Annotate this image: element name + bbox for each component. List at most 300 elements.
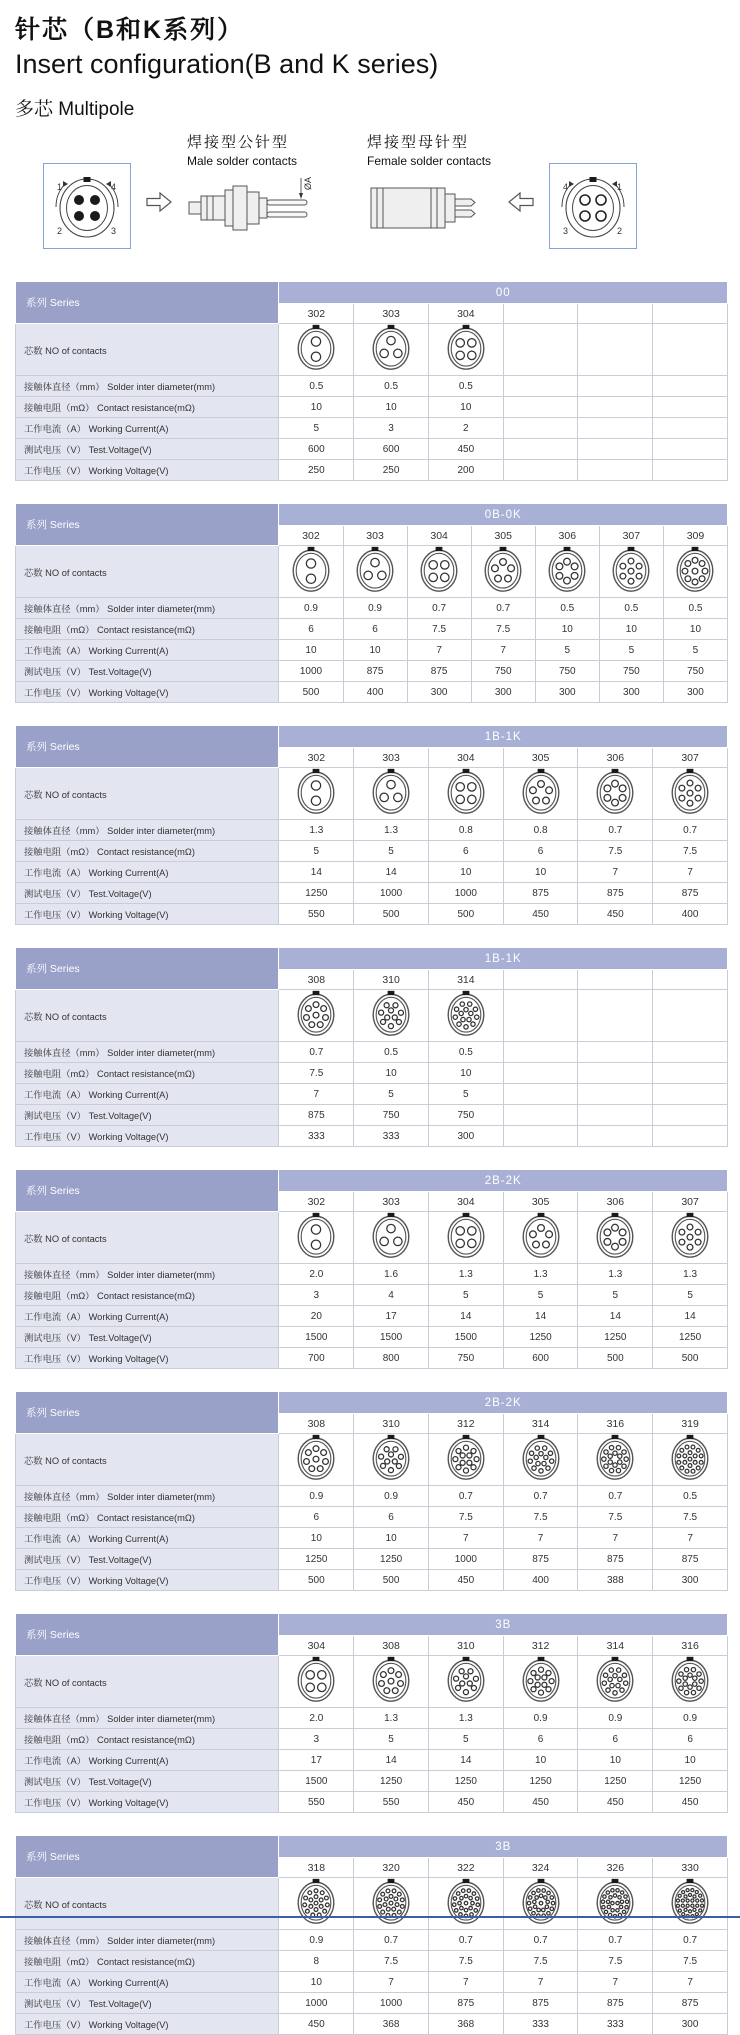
current-value — [578, 1084, 653, 1105]
model-number — [653, 970, 728, 990]
contact-face-22-pin — [444, 1878, 488, 1926]
resistance-value: 7.5 — [503, 1951, 578, 1972]
diameter-value: 0.5 — [653, 1486, 728, 1507]
working-voltage-row-label: 工作电压（V） Working Voltage(V) — [16, 1348, 279, 1369]
diameter-value: 0.7 — [578, 1930, 653, 1951]
diameter-value: 0.5 — [663, 598, 727, 619]
contact-face-cell — [653, 1878, 728, 1930]
contact-face-cell — [279, 1434, 354, 1486]
resistance-value — [503, 397, 578, 418]
contact-face-7-pin — [668, 1212, 712, 1260]
pin-diameter-label: ØA — [303, 176, 313, 190]
test-voltage-row-label: 测试电压（V） Test.Voltage(V) — [16, 883, 279, 904]
test-voltage-value: 875 — [428, 1993, 503, 2014]
contact-face-14-pin — [519, 1434, 563, 1482]
contacts-row-label: 芯数 NO of contacts — [16, 768, 279, 820]
resistance-value: 5 — [503, 1285, 578, 1306]
contact-face-8-pin — [294, 990, 338, 1038]
diameter-value: 0.7 — [471, 598, 535, 619]
working-voltage-value: 500 — [578, 1348, 653, 1369]
contact-face-cell — [279, 324, 354, 376]
resistance-row-label: 接触电阻（mΩ） Contact resistance(mΩ) — [16, 619, 279, 640]
series-name: 2B-2K — [279, 1392, 728, 1414]
test-voltage-value: 1000 — [428, 1549, 503, 1570]
contact-face-cell — [653, 768, 728, 820]
current-value — [653, 1084, 728, 1105]
diameter-value: 0.7 — [428, 1486, 503, 1507]
test-voltage-value: 750 — [471, 661, 535, 682]
resistance-value: 7.5 — [428, 1507, 503, 1528]
working-voltage-value: 450 — [279, 2014, 354, 2035]
model-number: 330 — [653, 1858, 728, 1878]
model-number: 302 — [279, 526, 343, 546]
arrow-left-icon — [507, 189, 535, 215]
current-value: 2 — [428, 418, 503, 439]
resistance-row-label: 接触电阻（mΩ） Contact resistance(mΩ) — [16, 1063, 279, 1084]
current-value: 7 — [428, 1528, 503, 1549]
current-value: 14 — [279, 862, 354, 883]
resistance-value: 7.5 — [653, 1951, 728, 1972]
diameter-value: 0.9 — [578, 1708, 653, 1729]
diagram-band — [15, 131, 728, 273]
model-number: 304 — [428, 1192, 503, 1212]
model-number: 307 — [653, 1192, 728, 1212]
diameter-value: 0.9 — [343, 598, 407, 619]
current-value: 7 — [503, 1972, 578, 1993]
working-voltage-value: 450 — [578, 1792, 653, 1813]
diameter-value: 1.3 — [428, 1264, 503, 1285]
female-label-en: Female solder contacts — [367, 154, 492, 168]
current-value: 17 — [354, 1306, 429, 1327]
diameter-value: 0.7 — [279, 1042, 354, 1063]
current-value: 7 — [578, 862, 653, 883]
spec-table-1-00 — [15, 281, 728, 481]
contact-face-cell — [578, 1434, 653, 1486]
resistance-value: 7.5 — [354, 1951, 429, 1972]
contact-face-cell — [428, 1434, 503, 1486]
test-voltage-value: 1250 — [279, 883, 354, 904]
diameter-value: 0.7 — [354, 1930, 429, 1951]
diameter-value: 1.3 — [653, 1264, 728, 1285]
model-number: 305 — [471, 526, 535, 546]
current-value: 5 — [354, 1084, 429, 1105]
test-voltage-value: 600 — [279, 439, 354, 460]
model-number: 314 — [428, 970, 503, 990]
test-voltage-value: 875 — [653, 1993, 728, 2014]
diameter-value: 0.5 — [599, 598, 663, 619]
contact-face-cell — [653, 1434, 728, 1486]
diameter-value: 0.9 — [279, 598, 343, 619]
working-voltage-value: 368 — [354, 2014, 429, 2035]
contact-face-5-pin — [481, 546, 525, 594]
diameter-row-label: 接触体直径（mm） Solder inter diameter(mm) — [16, 598, 279, 619]
contacts-row-label: 芯数 NO of contacts — [16, 1434, 279, 1486]
series-name: 1B-1K — [279, 726, 728, 748]
current-value: 14 — [428, 1750, 503, 1771]
resistance-value: 7.5 — [578, 1507, 653, 1528]
diameter-value: 0.5 — [535, 598, 599, 619]
working-voltage-value: 333 — [503, 2014, 578, 2035]
current-value: 5 — [599, 640, 663, 661]
contact-face-cell — [471, 546, 535, 598]
test-voltage-value: 1250 — [354, 1771, 429, 1792]
contacts-row-label: 芯数 NO of contacts — [16, 1212, 279, 1264]
contact-face-cell — [279, 990, 354, 1042]
working-voltage-row-label: 工作电压（V） Working Voltage(V) — [16, 2014, 279, 2035]
contact-face-18-pin — [294, 1878, 338, 1926]
tables-container — [15, 281, 728, 2035]
test-voltage-value: 1250 — [578, 1327, 653, 1348]
current-value: 14 — [428, 1306, 503, 1327]
working-voltage-value: 450 — [428, 1792, 503, 1813]
model-number: 308 — [279, 1414, 354, 1434]
current-value: 10 — [503, 862, 578, 883]
male-label-zh: 焊接型公针型 — [187, 134, 290, 151]
test-voltage-value: 1250 — [279, 1549, 354, 1570]
working-voltage-value — [503, 1126, 578, 1147]
contact-face-cell — [428, 1878, 503, 1930]
test-voltage-value: 875 — [407, 661, 471, 682]
resistance-value: 7.5 — [503, 1507, 578, 1528]
current-value — [503, 1084, 578, 1105]
test-voltage-value: 875 — [653, 1549, 728, 1570]
test-voltage-value: 1250 — [354, 1549, 429, 1570]
contact-face-5-pin — [519, 1212, 563, 1260]
resistance-value — [578, 1063, 653, 1084]
test-voltage-value: 750 — [663, 661, 727, 682]
contact-face-cell — [535, 546, 599, 598]
test-voltage-value: 875 — [503, 1549, 578, 1570]
contact-face-cell — [279, 546, 343, 598]
contact-face-cell — [279, 1656, 354, 1708]
diameter-value: 0.8 — [503, 820, 578, 841]
resistance-value: 8 — [279, 1951, 354, 1972]
diameter-row-label: 接触体直径（mm） Solder inter diameter(mm) — [16, 1930, 279, 1951]
resistance-value — [653, 1063, 728, 1084]
test-voltage-value — [503, 1105, 578, 1126]
contact-face-9-pin — [673, 546, 717, 594]
contact-face-16-pin — [593, 1434, 637, 1482]
working-voltage-value: 500 — [354, 904, 429, 925]
model-number: 303 — [354, 748, 429, 768]
contact-face-cell — [343, 546, 407, 598]
diameter-value: 0.7 — [653, 1930, 728, 1951]
diameter-value: 0.9 — [503, 1708, 578, 1729]
working-voltage-value — [653, 1126, 728, 1147]
model-number: 310 — [354, 970, 429, 990]
model-number: 302 — [279, 304, 354, 324]
series-row-label: 系列 Series — [16, 282, 279, 324]
contact-face-cell — [653, 1212, 728, 1264]
contact-face-5-pin — [519, 768, 563, 816]
page-subtitle: 多芯 Multipole — [15, 99, 135, 120]
diameter-value: 2.0 — [279, 1708, 354, 1729]
working-voltage-value: 300 — [428, 1126, 503, 1147]
current-value: 7 — [578, 1528, 653, 1549]
test-voltage-row-label: 测试电压（V） Test.Voltage(V) — [16, 439, 279, 460]
working-voltage-value: 300 — [407, 682, 471, 703]
diameter-row-label: 接触体直径（mm） Solder inter diameter(mm) — [16, 1264, 279, 1285]
series-row-label: 系列 Series — [16, 1836, 279, 1878]
male-face-diagram — [45, 165, 129, 247]
resistance-value: 7.5 — [279, 1063, 354, 1084]
model-number: 302 — [279, 1192, 354, 1212]
diameter-value: 1.3 — [354, 1708, 429, 1729]
series-row-label: 系列 Series — [16, 1170, 279, 1212]
contact-face-2-pin — [294, 324, 338, 372]
model-number: 304 — [428, 304, 503, 324]
contact-face-cell — [354, 324, 429, 376]
diameter-value: 0.7 — [578, 820, 653, 841]
current-row-label: 工作电流（A） Working Current(A) — [16, 418, 279, 439]
bottom-divider — [0, 1916, 740, 1918]
working-voltage-value: 300 — [653, 1570, 728, 1591]
test-voltage-value: 875 — [503, 883, 578, 904]
current-value: 14 — [503, 1306, 578, 1327]
male-connector-drawing — [187, 174, 345, 240]
contact-face-6-pin — [593, 768, 637, 816]
contact-face-cell — [503, 768, 578, 820]
model-number: 324 — [503, 1858, 578, 1878]
resistance-value: 5 — [279, 841, 354, 862]
diameter-row-label: 接触体直径（mm） Solder inter diameter(mm) — [16, 1042, 279, 1063]
model-number — [578, 970, 653, 990]
test-voltage-row-label: 测试电压（V） Test.Voltage(V) — [16, 1327, 279, 1348]
diameter-value: 0.7 — [503, 1486, 578, 1507]
svg-text:2: 2 — [617, 226, 623, 236]
svg-text:3: 3 — [111, 226, 117, 236]
contact-face-cell — [428, 768, 503, 820]
diameter-value: 0.5 — [428, 376, 503, 397]
diameter-value: 1.6 — [354, 1264, 429, 1285]
contact-face-cell — [653, 1656, 728, 1708]
diameter-value: 0.5 — [354, 1042, 429, 1063]
model-number: 306 — [535, 526, 599, 546]
resistance-row-label: 接触电阻（mΩ） Contact resistance(mΩ) — [16, 1507, 279, 1528]
working-voltage-value: 500 — [279, 682, 343, 703]
svg-text:1: 1 — [617, 182, 623, 192]
diameter-value: 0.7 — [578, 1486, 653, 1507]
model-number — [503, 970, 578, 990]
model-number: 302 — [279, 748, 354, 768]
diameter-value: 0.9 — [279, 1930, 354, 1951]
resistance-value: 10 — [279, 397, 354, 418]
contacts-row-label: 芯数 NO of contacts — [16, 1656, 279, 1708]
working-voltage-value: 450 — [503, 1792, 578, 1813]
contact-face-4-pin — [444, 324, 488, 372]
diameter-value — [503, 1042, 578, 1063]
working-voltage-value: 450 — [653, 1792, 728, 1813]
current-row-label: 工作电流（A） Working Current(A) — [16, 862, 279, 883]
working-voltage-row-label: 工作电压（V） Working Voltage(V) — [16, 904, 279, 925]
test-voltage-value: 875 — [578, 1549, 653, 1570]
diameter-value — [503, 376, 578, 397]
working-voltage-value: 800 — [354, 1348, 429, 1369]
contact-face-cell — [578, 768, 653, 820]
current-row-label: 工作电流（A） Working Current(A) — [16, 1306, 279, 1327]
contact-face-24-pin — [519, 1878, 563, 1926]
test-voltage-row-label: 测试电压（V） Test.Voltage(V) — [16, 1549, 279, 1570]
test-voltage-value: 1000 — [428, 883, 503, 904]
working-voltage-value: 333 — [354, 1126, 429, 1147]
working-voltage-value: 250 — [354, 460, 429, 481]
diameter-value: 0.9 — [653, 1708, 728, 1729]
current-value: 7 — [428, 1972, 503, 1993]
contact-face-2-pin — [289, 546, 333, 594]
resistance-value: 6 — [578, 1729, 653, 1750]
model-number: 304 — [428, 748, 503, 768]
model-number: 305 — [503, 1192, 578, 1212]
svg-text:3: 3 — [563, 226, 569, 236]
working-voltage-value: 400 — [503, 1570, 578, 1591]
working-voltage-value: 300 — [471, 682, 535, 703]
test-voltage-value: 1250 — [503, 1327, 578, 1348]
contact-face-cell — [578, 1212, 653, 1264]
current-value: 10 — [653, 1750, 728, 1771]
test-voltage-row-label: 测试电压（V） Test.Voltage(V) — [16, 1993, 279, 2014]
resistance-value: 7.5 — [653, 1507, 728, 1528]
test-voltage-value: 875 — [578, 883, 653, 904]
test-voltage-value: 875 — [279, 1105, 354, 1126]
contact-face-cell — [428, 324, 503, 376]
resistance-value: 6 — [428, 841, 503, 862]
test-voltage-value: 1250 — [428, 1771, 503, 1792]
test-voltage-value — [578, 1105, 653, 1126]
resistance-value: 10 — [535, 619, 599, 640]
test-voltage-value: 750 — [428, 1105, 503, 1126]
contact-face-26-pin — [593, 1878, 637, 1926]
series-name: 3B — [279, 1614, 728, 1636]
contact-face-12-pin — [519, 1656, 563, 1704]
resistance-value: 7.5 — [578, 1951, 653, 1972]
model-number: 308 — [354, 1636, 429, 1656]
test-voltage-value: 1000 — [279, 661, 343, 682]
contact-face-cell — [578, 1656, 653, 1708]
model-number: 314 — [503, 1414, 578, 1434]
diameter-value — [578, 1042, 653, 1063]
model-number: 314 — [578, 1636, 653, 1656]
test-voltage-row-label: 测试电压（V） Test.Voltage(V) — [16, 1105, 279, 1126]
test-voltage-value: 1000 — [354, 883, 429, 904]
series-row-label: 系列 Series — [16, 1392, 279, 1434]
resistance-value: 5 — [428, 1285, 503, 1306]
female-drawing-group — [367, 131, 491, 240]
resistance-value: 10 — [428, 397, 503, 418]
resistance-value: 6 — [279, 619, 343, 640]
resistance-value: 5 — [428, 1729, 503, 1750]
resistance-value: 4 — [354, 1285, 429, 1306]
test-voltage-row-label: 测试电压（V） Test.Voltage(V) — [16, 661, 279, 682]
working-voltage-row-label: 工作电压（V） Working Voltage(V) — [16, 1570, 279, 1591]
contact-face-16-pin — [668, 1656, 712, 1704]
working-voltage-value: 333 — [279, 1126, 354, 1147]
test-voltage-value: 1500 — [279, 1771, 354, 1792]
current-value: 14 — [653, 1306, 728, 1327]
contact-face-7-pin — [668, 768, 712, 816]
current-value: 7 — [653, 1972, 728, 1993]
working-voltage-value: 450 — [428, 1570, 503, 1591]
contact-face-2-pin — [294, 1212, 338, 1260]
current-value: 7 — [407, 640, 471, 661]
contact-face-4-pin — [294, 1656, 338, 1704]
series-row-label: 系列 Series — [16, 504, 279, 546]
contact-face-4-pin — [417, 546, 461, 594]
current-row-label: 工作电流（A） Working Current(A) — [16, 1528, 279, 1549]
female-connector-drawing — [367, 174, 487, 240]
working-voltage-value — [578, 460, 653, 481]
working-voltage-value: 388 — [578, 1570, 653, 1591]
current-value: 7 — [503, 1528, 578, 1549]
diameter-value: 1.3 — [428, 1708, 503, 1729]
contact-face-3-pin — [369, 324, 413, 372]
svg-text:1: 1 — [57, 182, 63, 192]
series-name: 0B-0K — [279, 504, 728, 526]
contact-face-cell — [279, 1878, 354, 1930]
model-number: 305 — [503, 748, 578, 768]
contact-face-10-pin — [369, 990, 413, 1038]
current-row-label: 工作电流（A） Working Current(A) — [16, 1750, 279, 1771]
resistance-value: 5 — [653, 1285, 728, 1306]
current-row-label: 工作电流（A） Working Current(A) — [16, 640, 279, 661]
resistance-value: 7.5 — [428, 1951, 503, 1972]
contact-face-cell — [503, 324, 578, 376]
contact-face-cell — [354, 1212, 429, 1264]
diameter-value: 0.7 — [428, 1930, 503, 1951]
resistance-value: 3 — [279, 1285, 354, 1306]
contact-face-cell — [279, 768, 354, 820]
resistance-value: 10 — [354, 397, 429, 418]
test-voltage-value: 875 — [343, 661, 407, 682]
contacts-row-label: 芯数 NO of contacts — [16, 990, 279, 1042]
contact-face-cell — [503, 990, 578, 1042]
test-voltage-value: 875 — [653, 883, 728, 904]
working-voltage-row-label: 工作电压（V） Working Voltage(V) — [16, 682, 279, 703]
resistance-row-label: 接触电阻（mΩ） Contact resistance(mΩ) — [16, 397, 279, 418]
current-value: 7 — [354, 1972, 429, 1993]
resistance-value: 5 — [578, 1285, 653, 1306]
current-value: 5 — [663, 640, 727, 661]
model-number: 322 — [428, 1858, 503, 1878]
current-value: 10 — [503, 1750, 578, 1771]
working-voltage-value: 750 — [428, 1348, 503, 1369]
resistance-value: 7.5 — [407, 619, 471, 640]
resistance-value: 5 — [354, 1729, 429, 1750]
resistance-value: 6 — [354, 1507, 429, 1528]
contact-face-8-pin — [369, 1656, 413, 1704]
test-voltage-value: 1250 — [653, 1771, 728, 1792]
contact-face-cell — [407, 546, 471, 598]
contact-face-4-pin — [444, 768, 488, 816]
model-number: 306 — [578, 1192, 653, 1212]
working-voltage-value: 300 — [653, 2014, 728, 2035]
diameter-value: 1.3 — [354, 820, 429, 841]
contact-face-4-pin — [444, 1212, 488, 1260]
male-label-en: Male solder contacts — [187, 154, 298, 168]
spec-table-2-0b-0k — [15, 503, 728, 703]
contact-face-14-pin — [444, 990, 488, 1038]
model-number: 312 — [503, 1636, 578, 1656]
contacts-row-label: 芯数 NO of contacts — [16, 324, 279, 376]
diameter-row-label: 接触体直径（mm） Solder inter diameter(mm) — [16, 1708, 279, 1729]
current-value: 14 — [354, 862, 429, 883]
working-voltage-value — [578, 1126, 653, 1147]
current-value — [578, 418, 653, 439]
diameter-value — [653, 376, 728, 397]
contact-face-cell — [354, 1878, 429, 1930]
model-number: 319 — [653, 1414, 728, 1434]
working-voltage-value: 400 — [343, 682, 407, 703]
model-number: 304 — [407, 526, 471, 546]
